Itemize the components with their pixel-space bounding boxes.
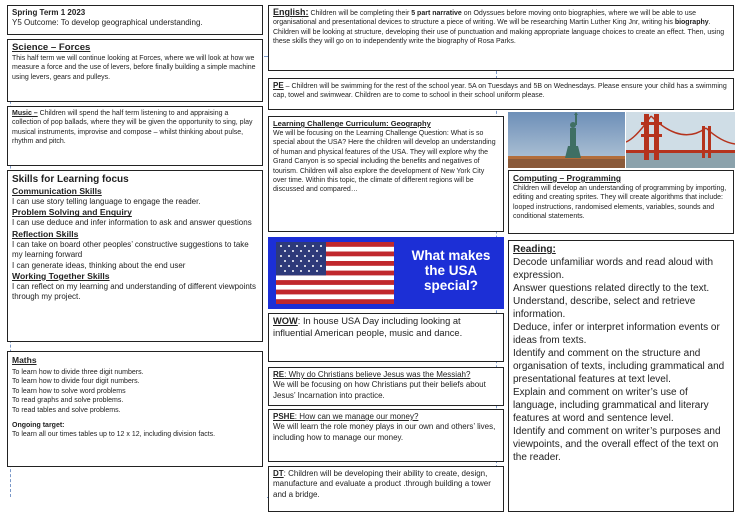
geography-box — [268, 116, 504, 232]
maths-box — [7, 351, 263, 467]
skills-box — [7, 170, 263, 342]
science-body: This half term we will continue looking at Forces, where we will look at how we measure a force and the use of levers, before finally building a simple machine using levers, gears and pulleys. — [12, 55, 256, 81]
maths-line-5: To read tables and solve problems. — [12, 406, 121, 414]
re-label: RE — [273, 370, 285, 379]
reading-line-2: Answer questions related directly to the text. — [513, 283, 710, 294]
music-body: Children will spend the half term listening to and appraising a collection of pop ballads, where they will be given the opportunity to sing, play musical instruments, improvise and compose – whilst thinking about pulse, rhythm and pitch. — [12, 110, 253, 146]
computing-box — [508, 170, 734, 234]
maths-line-1: To learn how to divide three digit numbers. — [12, 369, 144, 376]
english-text — [273, 8, 729, 47]
reading-line-5: Identify and comment on the structure and organisation of texts, including grammatical and presentational features at text level. — [513, 348, 725, 385]
science-title: Science – Forces — [12, 42, 91, 53]
maths-line-4: To read graphs and solve problems. — [12, 397, 124, 405]
statue-of-liberty-photo — [508, 112, 625, 168]
english-text-part-3: . Children will be looking at structure, developing their use of punctuation and making appropriate language choices to create an effect. Then, using these skills they will go on to independently write the biography of Rosa Parks. — [273, 19, 725, 46]
wow-text — [273, 316, 499, 339]
page-title: Spring Term 1 2023 — [12, 8, 86, 17]
skills-title: Skills for Learning focus — [12, 174, 129, 185]
pshe-heading — [273, 412, 499, 422]
banner-question: What makes the USA special? — [411, 248, 491, 293]
pshe-body: We will learn the role money plays in our own and others’ lives, including how to manage our money. — [273, 422, 496, 442]
computing-title: Computing – Programming — [513, 173, 621, 183]
music-text — [12, 109, 258, 147]
wow-label: WOW — [273, 316, 298, 326]
computing-body: Children will develop an understanding of programming by importing, editing and creating sprites. They will create algorithms that include: looped instructions, randomised elements, variables, sounds and conditional statements. — [513, 185, 727, 221]
geography-body: We will be focusing on the Learning Challenge Question: What is so special about the USA? Here the children will develop an understanding of human and physical features of the USA. They will explore why the Grand Canyon is so special including the benefits and negatives of tourism. Children will also explore the development of New York City over time. Within this topic, the climate of different regions will be discussed and compared… — [273, 130, 496, 194]
english-bold-biography: biography — [674, 19, 709, 27]
pe-text — [273, 81, 729, 101]
reading-box — [508, 240, 734, 512]
skills-working-together-heading: Working Together Skills — [12, 271, 110, 282]
reading-line-7: Identify and comment on writer’s purposes and viewpoints, and the overall effect of the text on the reader. — [513, 426, 721, 463]
maths-line-2: To learn how to divide four digit numbers. — [12, 378, 140, 386]
pshe-question: : How can we manage our money? — [294, 412, 419, 421]
music-box — [7, 106, 263, 166]
skills-working-together-line: I can reflect on my learning and understanding of different viewpoints through my project. — [12, 282, 256, 302]
re-body: We will be focusing on how Christians put their beliefs about Jesus’ Incarnation into practice. — [273, 380, 486, 400]
english-text-part-2: on Odyssues before moving onto biographies, where we will be able to use organisational and presentational devices to structure a piece of writing. We will be researching Martin Luther King Jnr, writing his — [273, 10, 697, 27]
usa-banner — [268, 237, 504, 309]
skills-problem-solving-line: I can use deduce and infer information to ask and answer questions — [12, 218, 252, 228]
header-box — [7, 5, 263, 35]
pe-body: – Children will be swimming for the rest of the school year. 5A on Tuesdays and 5B on Wednesdays. Please ensure your child has a swimming cap, towel and swimwear. Children are to come to school in their school uniform please. — [273, 83, 727, 100]
english-label: English: — [273, 7, 309, 17]
re-box — [268, 367, 504, 406]
music-label: Music – — [12, 110, 38, 117]
outcome-text: Y5 Outcome: To develop geographical understanding. — [12, 18, 203, 28]
golden-gate-bridge-photo — [626, 112, 735, 168]
skills-communication-line: I can use story telling language to engage the reader. — [12, 197, 201, 206]
pshe-box — [268, 409, 504, 462]
dt-label: DT — [273, 469, 284, 478]
english-text-part-1: Children will be completing their — [308, 10, 412, 17]
pe-label: PE — [273, 81, 284, 90]
reading-title: Reading: — [513, 244, 556, 255]
reading-line-3: Understand, describe, select and retrieve information. — [513, 296, 696, 320]
skills-reflection-line-2: I can generate ideas, thinking about the end user — [12, 260, 186, 270]
reading-line-4: Deduce, infer or interpret information events or ideas from texts. — [513, 322, 720, 346]
maths-line-3: To learn how to solve word problems — [12, 387, 126, 395]
re-question: : Why do Christians believe Jesus was the Messiah? — [284, 370, 471, 379]
re-heading — [273, 370, 499, 380]
english-bold-narrative: 5 part narrative — [411, 10, 462, 17]
geography-title: Learning Challenge Curriculum: Geography — [273, 119, 431, 128]
maths-title: Maths — [12, 355, 37, 365]
wow-box — [268, 313, 504, 362]
dt-text — [273, 469, 499, 500]
reading-line-1: Decode unfamiliar words and read aloud with expression. — [513, 257, 714, 281]
skills-communication-heading: Communication Skills — [12, 186, 102, 196]
usa-flag-image — [276, 242, 394, 304]
reading-line-6: Explain and comment on writer’s use of language, including grammatical and literary features at word and sentence level. — [513, 387, 709, 424]
skills-reflection-line-1: I can take on board other peoples’ constructive suggestions to take my learning forward — [12, 239, 249, 260]
dt-body: : Children will be developing their ability to create, design, manufacture and evaluate a product .through building a tower and a bridge. — [273, 469, 491, 499]
skills-problem-solving-heading: Problem Solving and Enquiry — [12, 207, 132, 218]
pshe-label: PSHE — [273, 412, 295, 421]
maths-ongoing-label: Ongoing target: — [12, 422, 65, 430]
science-box — [7, 39, 263, 102]
wow-body: : In house USA Day including looking at influential American people, music and dance. — [273, 316, 463, 338]
english-box — [268, 5, 734, 71]
pe-box — [268, 78, 734, 110]
skills-reflection-heading: Reflection Skills — [12, 228, 79, 239]
dt-box — [268, 466, 504, 512]
maths-ongoing-text: To learn all our times tables up to 12 x 12, including division facts. — [12, 431, 216, 439]
